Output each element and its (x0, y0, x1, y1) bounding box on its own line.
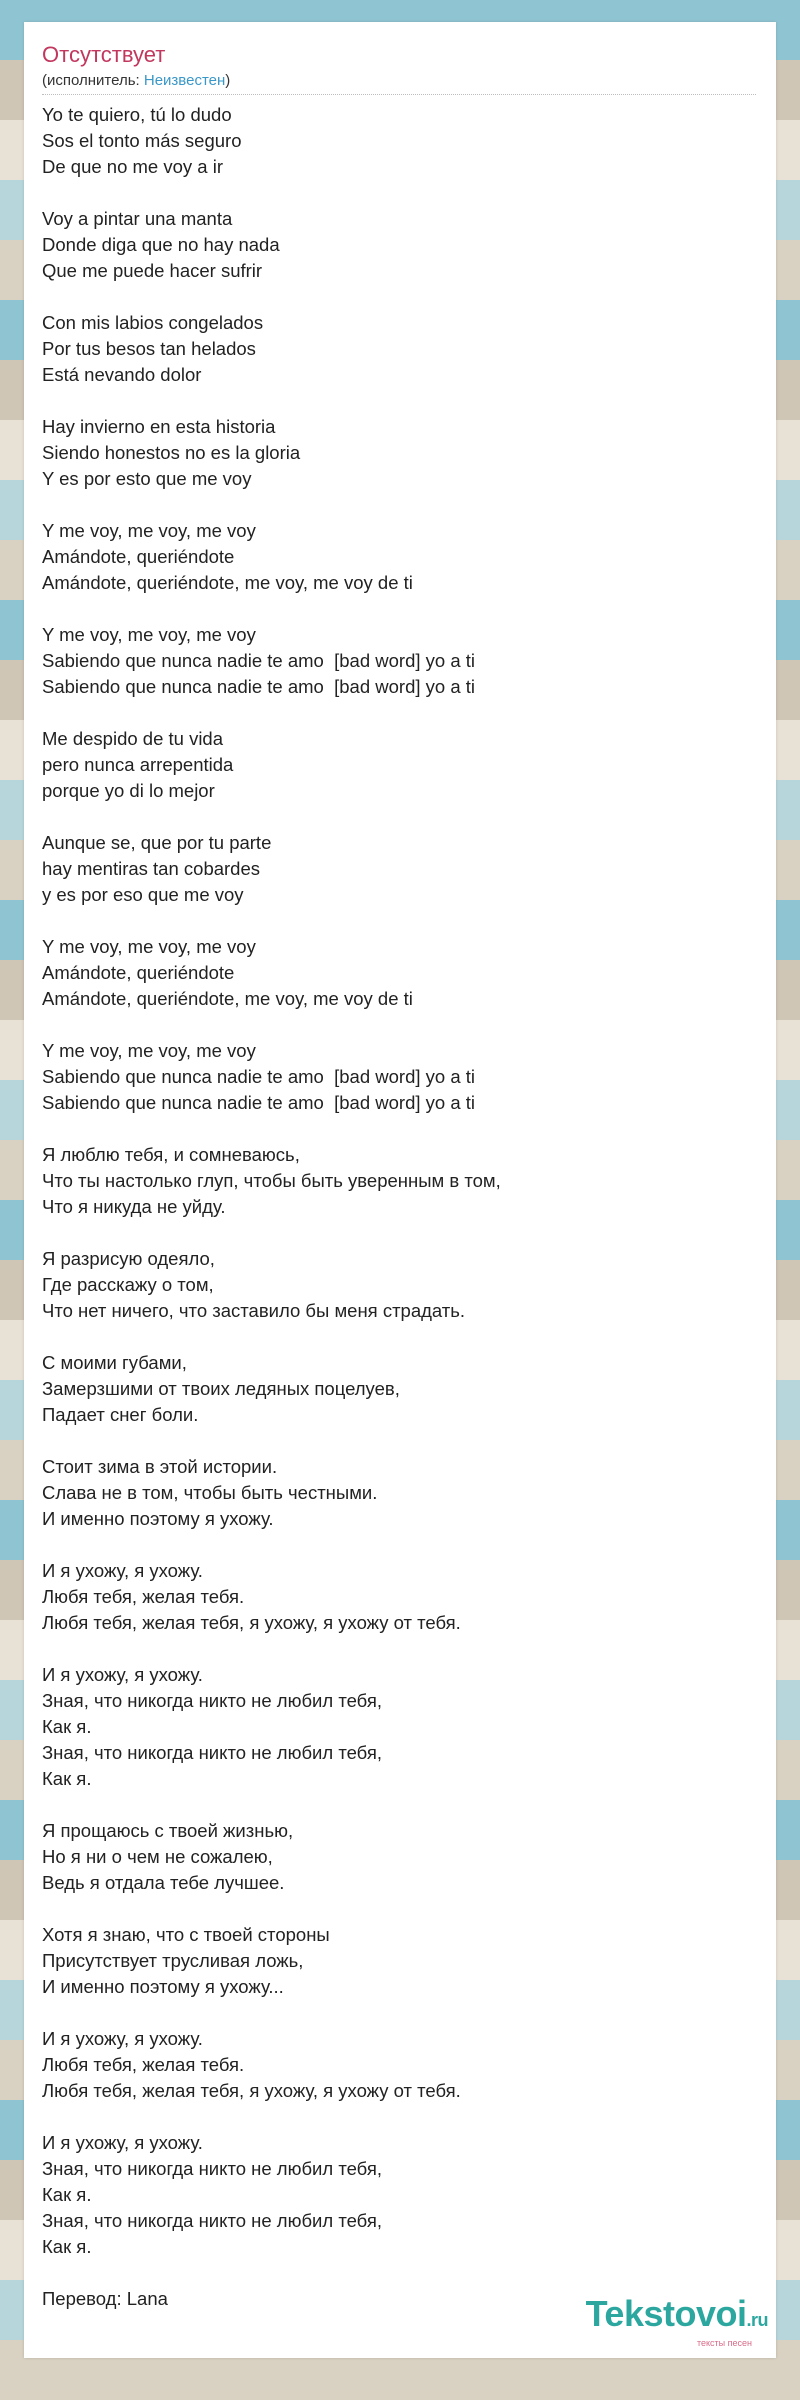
lyric-line: Замерзшими от твоих ледяных поцелуев, (42, 1378, 400, 1399)
lyric-line: Siendo honestos no es la gloria (42, 442, 301, 463)
stanza-gap (42, 804, 742, 830)
stanza-gap (42, 2104, 742, 2130)
lyric-line: И именно поэтому я ухожу. (42, 1508, 274, 1529)
lyric-line: Зная, что никогда никто не любил тебя, (42, 2210, 383, 2231)
stanza-gap (42, 284, 742, 310)
lyric-line: Стоит зима в этой истории. (42, 1456, 278, 1477)
stanza-gap (42, 1532, 742, 1558)
lyric-line: Ведь я отдала тебе лучшее. (42, 1872, 285, 1893)
lyrics-text (42, 102, 742, 2312)
lyric-line: Любя тебя, желая тебя. (42, 2054, 245, 2075)
lyric-line: Y me voy, me voy, me voy (42, 936, 256, 957)
lyrics-card (24, 22, 776, 2358)
lyric-line: Y es por esto que me voy (42, 468, 252, 489)
artist-prefix: (исполнитель: (42, 72, 144, 89)
stanza-gap (42, 2260, 742, 2286)
lyric-line: Yo te quiero, tú lo dudo (42, 104, 232, 125)
stanza-gap (42, 1220, 742, 1246)
stanza-gap (42, 700, 742, 726)
logo-tld: .ru (746, 2310, 768, 2330)
lyric-line: Слава не в том, чтобы быть честными. (42, 1482, 378, 1503)
stanza-gap (42, 180, 742, 206)
stanza-gap (42, 908, 742, 934)
lyric-line: Но я ни о чем не сожалею, (42, 1846, 273, 1867)
lyric-line: Падает снег боли. (42, 1404, 199, 1425)
stanza-gap (42, 1896, 742, 1922)
lyric-line: Зная, что никогда никто не любил тебя, (42, 2158, 383, 2179)
lyric-line: Присутствует трусливая ложь, (42, 1950, 304, 1971)
lyric-line: С моими губами, (42, 1352, 187, 1373)
title-divider (42, 94, 756, 95)
site-logo[interactable] (508, 2293, 768, 2348)
song-title: Отсутствует (42, 42, 166, 67)
lyric-line: Как я. (42, 1716, 92, 1737)
lyric-line: Aunque se, que por tu parte (42, 832, 272, 853)
lyric-line: Hay invierno en esta historia (42, 416, 276, 437)
lyric-line: hay mentiras tan cobardes (42, 858, 261, 879)
lyric-line: Как я. (42, 2184, 92, 2205)
lyric-line: Sos el tonto más seguro (42, 130, 242, 151)
stanza-gap (42, 388, 742, 414)
lyric-line: y es por eso que me voy (42, 884, 244, 905)
lyric-line: Как я. (42, 1768, 92, 1789)
lyric-line: Где расскажу о том, (42, 1274, 214, 1295)
lyric-line: Любя тебя, желая тебя, я ухожу, я ухожу от тебя. (42, 1612, 461, 1633)
stanza-gap (42, 1012, 742, 1038)
stanza-gap (42, 596, 742, 622)
lyric-line: И я ухожу, я ухожу. (42, 2132, 203, 2153)
lyric-line: Хотя я знаю, что с твоей стороны (42, 1924, 330, 1945)
lyric-line: И я ухожу, я ухожу. (42, 1664, 203, 1685)
lyric-line: Y me voy, me voy, me voy (42, 520, 256, 541)
lyric-line: Amándote, queriéndote (42, 546, 235, 567)
artist-link[interactable]: Неизвестен (143, 72, 226, 89)
lyric-line: pero nunca arrepentida (42, 754, 234, 775)
stanza-gap (42, 1428, 742, 1454)
lyric-line: Sabiendo que nunca nadie te amo [bad word] yo a ti (42, 650, 475, 671)
lyric-line: Amándote, queriéndote, me voy, me voy de ti (42, 988, 413, 1009)
lyric-line: Зная, что никогда никто не любил тебя, (42, 1742, 383, 1763)
lyric-line: Por tus besos tan helados (42, 338, 256, 359)
lyric-line: И именно поэтому я ухожу... (42, 1976, 284, 1997)
lyric-line: Я люблю тебя, и сомневаюсь, (42, 1144, 300, 1165)
lyric-line: Me despido de tu vida (42, 728, 224, 749)
stanza-gap (42, 1116, 742, 1142)
lyric-line: Está nevando dolor (42, 364, 202, 385)
logo-name: Tekstovoi (585, 2293, 747, 2334)
stanza-gap (42, 1792, 742, 1818)
lyric-line: Donde diga que no hay nada (42, 234, 280, 255)
artist-line (42, 72, 230, 90)
stanza-gap (42, 2000, 742, 2026)
lyric-line: Que me puede hacer sufrir (42, 260, 263, 281)
lyric-line: Как я. (42, 2236, 92, 2257)
lyric-line: porque yo di lo mejor (42, 780, 215, 801)
lyric-line: Y me voy, me voy, me voy (42, 624, 256, 645)
stanza-gap (42, 1324, 742, 1350)
logo-tagline: тексты песен (696, 2338, 752, 2348)
lyric-line: Любя тебя, желая тебя, я ухожу, я ухожу от тебя. (42, 2080, 461, 2101)
lyric-line: Что нет ничего, что заставило бы меня страдать. (42, 1300, 466, 1321)
lyric-line: И я ухожу, я ухожу. (42, 2028, 203, 2049)
lyric-line: Зная, что никогда никто не любил тебя, (42, 1690, 383, 1711)
lyric-line: Amándote, queriéndote, me voy, me voy de ti (42, 572, 413, 593)
lyric-line: Con mis labios congelados (42, 312, 264, 333)
lyric-line: De que no me voy a ir (42, 156, 223, 177)
lyric-line: Любя тебя, желая тебя. (42, 1586, 245, 1607)
lyric-line: Voy a pintar una manta (42, 208, 233, 229)
stanza-gap (42, 492, 742, 518)
lyric-line: И я ухожу, я ухожу. (42, 1560, 203, 1581)
lyric-line: Sabiendo que nunca nadie te amo [bad word] yo a ti (42, 676, 475, 697)
lyric-line: Что я никуда не уйду. (42, 1196, 226, 1217)
stanza-gap (42, 1636, 742, 1662)
lyric-line: Amándote, queriéndote (42, 962, 235, 983)
lyric-line: Sabiendo que nunca nadie te amo [bad word] yo a ti (42, 1066, 475, 1087)
lyric-line: Что ты настолько глуп, чтобы быть уверенным в том, (42, 1170, 501, 1191)
lyric-line: Я разрисую одеяло, (42, 1248, 215, 1269)
lyric-line: Я прощаюсь с твоей жизнью, (42, 1820, 294, 1841)
artist-suffix: ) (225, 72, 231, 89)
lyric-line: Sabiendo que nunca nadie te amo [bad word] yo a ti (42, 1092, 475, 1113)
lyric-line: Y me voy, me voy, me voy (42, 1040, 256, 1061)
translation-credit: Перевод: Lana (42, 2288, 168, 2309)
